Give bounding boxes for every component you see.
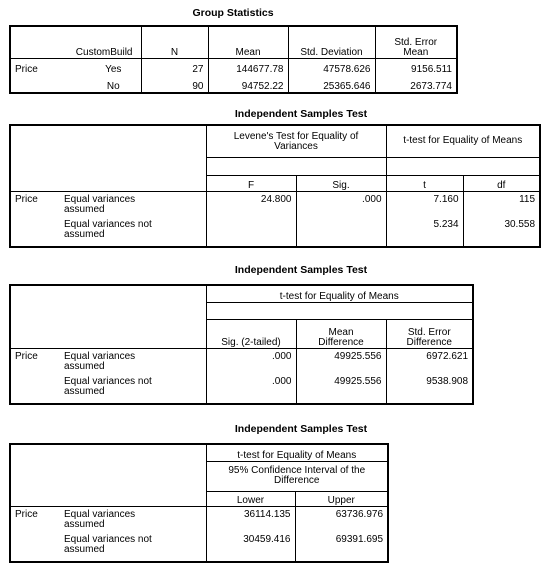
std-deviation-header: Std. Deviation xyxy=(288,26,375,58)
independent-samples-test-title-2: Independent Samples Test xyxy=(234,264,368,276)
independent-samples-test-table-1 xyxy=(9,124,541,248)
group-yes: Yes xyxy=(105,64,122,75)
mean-value: 144677.78 xyxy=(208,58,288,75)
price-row-label: Price xyxy=(10,348,60,376)
f-header: F xyxy=(206,175,296,191)
std-error-difference-value: 9538.908 xyxy=(386,376,473,404)
ci-header-line2: Difference xyxy=(274,475,320,486)
label-line1: Equal variances not xyxy=(64,376,152,387)
row-label-equal-not-assumed xyxy=(60,376,206,404)
table-row xyxy=(10,75,457,93)
label-line1: Equal variances xyxy=(64,193,136,205)
levene-header xyxy=(206,125,386,157)
label-line1: Equal variances not xyxy=(64,534,152,545)
label-line1: Equal variances xyxy=(64,350,136,362)
lower-value: 30459.416 xyxy=(206,534,295,562)
independent-samples-test-title-1: Independent Samples Test xyxy=(234,108,368,120)
label-line2: assumed xyxy=(64,203,105,215)
table-row xyxy=(10,191,540,219)
t-value: 5.234 xyxy=(386,219,463,247)
sig-2tailed-header: Sig. (2-tailed) xyxy=(206,319,296,348)
price-row-label: Price xyxy=(10,506,60,534)
t-header: t xyxy=(386,175,463,191)
table-row xyxy=(10,534,388,562)
label-line2: assumed xyxy=(64,360,105,372)
sig-2tailed-value: .000 xyxy=(206,376,296,404)
group-no: No xyxy=(60,75,141,93)
df-header: df xyxy=(463,175,540,191)
se-value: 2673.774 xyxy=(375,75,457,93)
levene-header-line2: Variances xyxy=(274,141,318,152)
label-line2: assumed xyxy=(64,386,105,397)
upper-value: 63736.976 xyxy=(295,506,388,534)
ttest-header: t-test for Equality of Means xyxy=(206,444,388,461)
md-header-line2: Difference xyxy=(318,336,364,348)
se-value: 9156.511 xyxy=(375,58,457,75)
independent-samples-test-table-3 xyxy=(9,443,389,563)
group-statistics-table xyxy=(9,25,458,94)
upper-header: Upper xyxy=(295,491,388,506)
sed-header-line2: Difference xyxy=(406,336,452,348)
f-value: 24.800 xyxy=(206,191,296,219)
ci-header-line1: 95% Confidence Interval of the xyxy=(228,465,366,476)
row-label-equal-not-assumed xyxy=(60,534,206,562)
confidence-interval-header xyxy=(206,461,388,491)
sed-header-line1: Std. Error xyxy=(407,326,451,338)
table-row xyxy=(10,376,473,404)
sd-value: 25365.646 xyxy=(288,75,375,93)
std-error-difference-header xyxy=(386,319,473,348)
n-value: 90 xyxy=(141,75,208,93)
independent-samples-test-title-3: Independent Samples Test xyxy=(234,423,368,435)
std-error-difference-value: 6972.621 xyxy=(386,348,473,376)
lower-header: Lower xyxy=(206,491,295,506)
lower-value: 36114.135 xyxy=(206,506,295,534)
ttest-header: t-test for Equality of Means xyxy=(386,125,540,157)
row-label-equal-not-assumed xyxy=(60,219,206,247)
std-error-mean-header xyxy=(375,26,457,58)
label-line2: assumed xyxy=(64,544,105,555)
customBuild-header: CustomBuild xyxy=(60,26,141,58)
f-value xyxy=(206,219,296,247)
price-row-label: Price xyxy=(10,191,60,219)
mean-difference-header xyxy=(296,319,386,348)
t-value: 7.160 xyxy=(386,191,463,219)
ttest-header: t-test for Equality of Means xyxy=(206,285,473,302)
row-label-equal-assumed xyxy=(60,191,206,219)
std-error-header-line2: Mean xyxy=(403,46,429,58)
levene-header-line1: Levene's Test for Equality of xyxy=(233,131,359,142)
sig-2tailed-value: .000 xyxy=(206,348,296,376)
sig-value xyxy=(296,219,386,247)
price-row-label: Price xyxy=(10,58,60,75)
df-value: 30.558 xyxy=(463,219,540,247)
md-header-line1: Mean xyxy=(328,326,354,338)
label-line2: assumed xyxy=(64,518,105,530)
sd-value: 47578.626 xyxy=(288,58,375,75)
mean-difference-value: 49925.556 xyxy=(296,348,386,376)
group-statistics-title: Group Statistics xyxy=(192,7,274,19)
sig-header: Sig. xyxy=(296,175,386,191)
label-line1: Equal variances xyxy=(64,508,136,520)
row-label-equal-assumed xyxy=(60,506,206,534)
table-row xyxy=(10,506,388,534)
mean-header: Mean xyxy=(208,26,288,58)
df-value: 115 xyxy=(463,191,540,219)
n-header: N xyxy=(141,26,208,58)
mean-value: 94752.22 xyxy=(208,75,288,93)
row-label-equal-assumed xyxy=(60,348,206,376)
sig-value: .000 xyxy=(296,191,386,219)
label-line2: assumed xyxy=(64,229,105,240)
std-error-header-line1: Std. Error xyxy=(394,36,438,48)
table-row xyxy=(10,348,473,376)
table-row xyxy=(10,219,540,247)
n-value: 27 xyxy=(141,58,208,75)
mean-difference-value: 49925.556 xyxy=(296,376,386,404)
independent-samples-test-table-2 xyxy=(9,284,474,405)
table-row xyxy=(10,58,457,75)
upper-value: 69391.695 xyxy=(295,534,388,562)
label-line1: Equal variances not xyxy=(64,219,152,230)
